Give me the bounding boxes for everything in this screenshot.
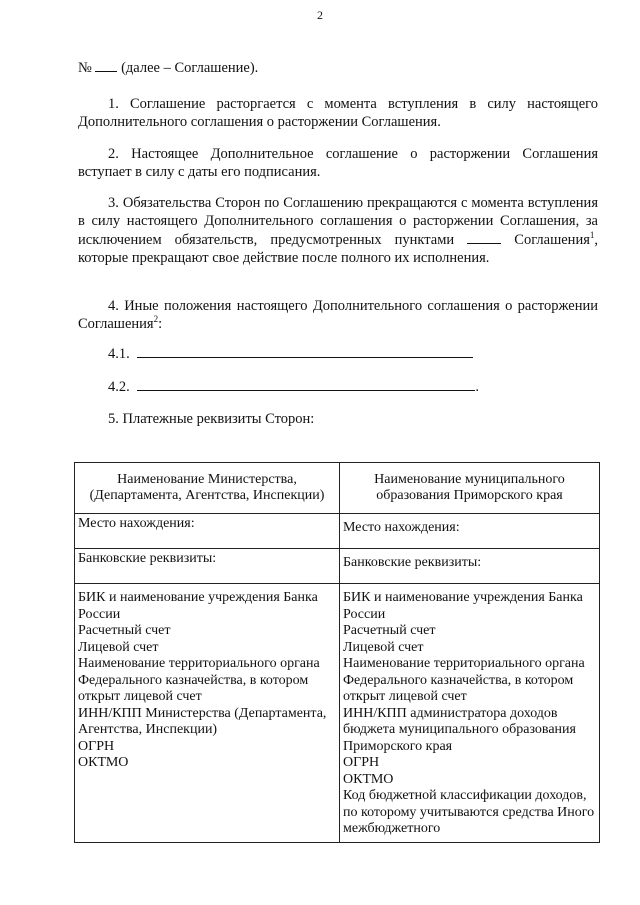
list-item: ОГРН [78,738,115,754]
list-item: Лицевой счет [343,639,424,655]
list-item: Наименование территориального органа Федерального казначейства, в котором открыт лицевой счет [78,656,320,704]
list-item: БИК и наименование учреждения Банка России [343,590,583,622]
list-item: ОКТМО [343,771,394,787]
ministry-name-header: Наименование Министерства, (Департамента, Агентства, Инспекции) [75,463,340,514]
agreement-number-prefix: № [78,60,96,76]
municipality-requisites-list [340,584,600,843]
list-item: Наименование территориального органа Федерального казначейства, в котором открыт лицевой счет [343,656,585,704]
payment-details-table [74,462,600,843]
requisites-row [75,584,600,843]
ministry-requisites-list [75,584,340,843]
paragraph-3-end: , которые прекращают свое действие после полного их исполнения. [78,232,599,266]
list-item: Расчетный счет [343,623,436,638]
municipality-location: Место нахождения: [340,514,600,549]
list-item: БИК и наименование учреждения Банка России [78,590,318,622]
footnote-marker-2: 2 [153,314,159,325]
municipality-bank-details: Банковские реквизиты: [340,549,600,584]
paragraph-1: 1. Соглашение расторгается с момента вступления в силу настоящего Дополнительного соглашения о расторжении Соглашения. [78,96,598,130]
agreement-number-blank [95,58,117,72]
page-number: 2 [317,8,323,22]
list-item: ИНН/КПП администратора доходов бюджета муниципального образования Приморского края [343,705,576,754]
paragraph-3 [78,194,598,267]
paragraph-3-main: 3. Обязательства Сторон по Соглашению прекращаются с момента вступления в силу настоящего Дополнительного соглашения о расторжении Соглашения, за исключением обязательств, предусмотренных пунктами [78,195,598,248]
bank-details-row [75,549,600,584]
ministry-location: Место нахождения: [75,514,340,549]
item-4-2 [108,377,479,396]
list-item: ИНН/КПП Министерства (Департамента, Агентства, Инспекции) [78,705,327,737]
list-item: Код бюджетной классификации доходов, по которому учитываются средства Иного межбюджетного [343,788,595,836]
list-item: ОКТМО [78,755,129,770]
paragraph-2: 2. Настоящее Дополнительное соглашение о расторжении Соглашения вступает в силу с даты его подписания. [78,146,598,180]
item-4-2-end: . [475,379,479,395]
item-4-1-label: 4.1. [108,346,130,362]
clauses-blank [467,230,501,244]
agreement-reference-suffix: (далее – Соглашение). [117,60,259,76]
location-row [75,514,600,549]
item-4-2-label: 4.2. [108,379,130,395]
table-header-row [75,463,600,514]
paragraph-3-agreement-word: Соглашения [514,232,590,248]
list-item: Расчетный счет [78,623,171,638]
paragraph-4-colon: : [158,316,163,332]
item-4-2-blank [137,377,475,391]
footnote-marker-1: 1 [589,230,595,241]
list-item: Лицевой счет [78,639,159,655]
ministry-bank-details: Банковские реквизиты: [75,549,340,584]
list-item: ОГРН [343,755,380,770]
item-4-1 [108,344,473,363]
municipality-name-header: Наименование муниципального образования Приморского края [340,463,600,514]
item-4-1-blank [137,344,473,358]
paragraph-4-main: 4. Иные положения настоящего Дополнительного соглашения о расторжении Соглашения [78,298,598,332]
agreement-reference [78,58,258,77]
paragraph-4 [78,297,598,333]
paragraph-5: 5. Платежные реквизиты Сторон: [108,411,315,427]
